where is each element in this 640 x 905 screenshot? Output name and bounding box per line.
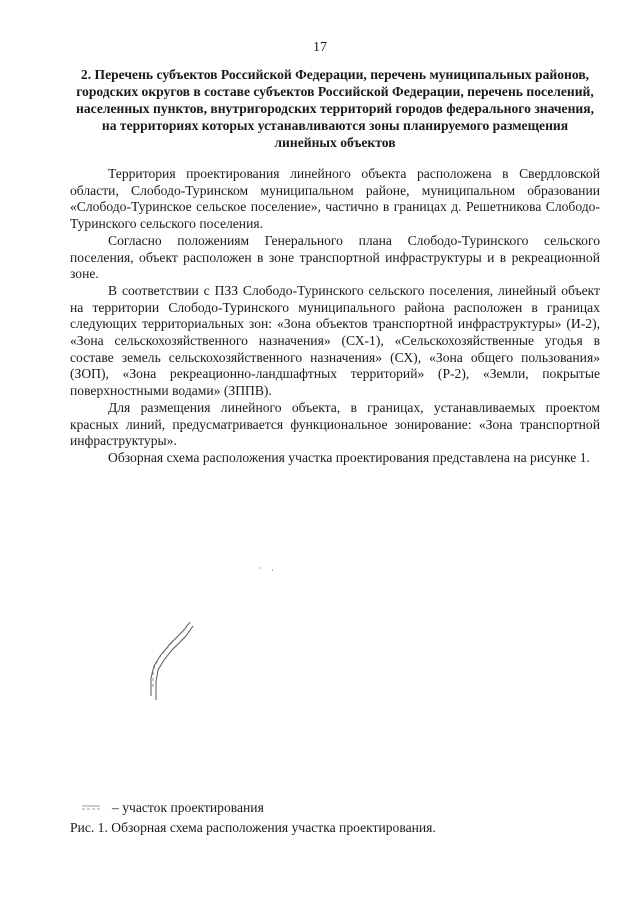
- overview-map: [120, 560, 340, 720]
- site-outline-left: [151, 622, 190, 696]
- legend-label: – участок проектирования: [112, 800, 264, 815]
- site-outline-right: [156, 626, 193, 700]
- figure-legend: [80, 800, 264, 816]
- site-legend-icon: [80, 803, 104, 813]
- section-heading: 2. Перечень субъектов Российской Федерации, перечень муниципальных районов, городских округов в составе субъектов Российской Федерации, перечень поселений, населенных пунктов, внутригородских территорий городов федерального значения, на территориях которых устанавливаются зоны планируемого размещения линейных объектов: [76, 67, 594, 150]
- paragraph-zoning-rules: В соответствии с ПЗЗ Слободо-Туринского сельского поселения, линейный объект на территории Слободо-Туринского муниципального района расположен в границах следующих территориальных зон: «Зона объектов транспортной инфраструктуры» (И-2), «Зона сельскохозяйственного назначения» (СХ-1), «Сельскохозяйственные угодья в составе земель сельскохозяйственного назначения» (СХ), «Зона общего пользования» (ЗОП), «Зона рекреационно-ландшафтных территорий» (Р-2), «Земли, покрытые поверхностными водами» (ЗППВ).: [70, 282, 600, 399]
- overview-map-drawing: [120, 560, 340, 720]
- page-number: 17: [313, 40, 327, 55]
- site-centerline: [153, 624, 188, 690]
- paragraph-functional-zoning: Для размещения линейного объекта, в границах, устанавливаемых проектом красных линий, предусматривается функциональное зонирование: «Зона транспортной инфраструктуры».: [70, 399, 600, 449]
- paragraph-figure-reference: Обзорная схема расположения участка проектирования представлена на рисунке 1.: [108, 449, 590, 465]
- figure-caption: Рис. 1. Обзорная схема расположения участка проектирования.: [70, 820, 436, 835]
- body-text: [70, 166, 600, 467]
- paragraph-territory: Территория проектирования линейного объекта расположена в Свердловской области, Слободо-Туринском муниципальном районе, муниципальном образовании «Слободо-Туринское сельское поселение», частично в границах д. Решетникова Слободо-Туринского сельского поселения.: [70, 166, 600, 232]
- paragraph-general-plan: Согласно положениям Генерального плана Слободо-Туринского сельского поселения, объект расположен в зоне транспортной инфраструктуры и в рекреационной зоне.: [70, 232, 600, 282]
